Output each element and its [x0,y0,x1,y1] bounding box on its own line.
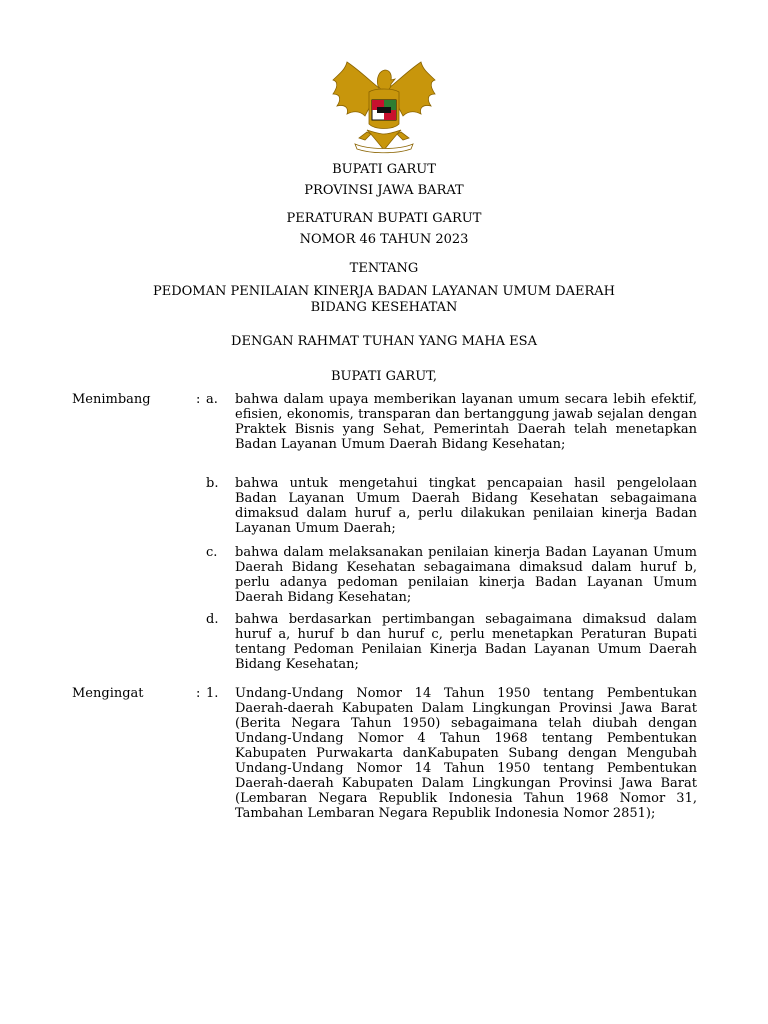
menimbang-item-d-text: bahwa berdasarkan pertimbangan sebagaimana dimaksud dalam huruf a, huruf b dan huruf c, perlu menetapkan Peraturan Bupati tentang Pedoman Penilaian Kinerja Badan Layanan Umum Daerah Bidang Kesehatan; [235,612,697,672]
menimbang-item-c-mark: c. [206,545,218,560]
mengingat-colon: : [196,686,201,701]
menimbang-item-a-text: bahwa dalam upaya memberikan layanan umum secara lebih efektif, efisien, ekonomis, transparan dan bertanggung jawab sejalan dengan Praktek Bisnis yang Sehat, Pemerintah Daerah telah menetapkan Badan Layanan Umum Daerah Bidang Kesehatan; [235,392,697,452]
regulation-number: NOMOR 46 TAHUN 2023 [299,232,469,247]
menimbang-item-c-text: bahwa dalam melaksanakan penilaian kinerja Badan Layanan Umum Daerah Bidang Kesehatan sebagaimana dimaksud dalam huruf b, perlu adanya pedoman penilaian kinerja Badan Layanan Umum Daerah Bidang Kesehatan; [235,545,697,605]
garuda-pancasila-emblem-icon [329,58,439,154]
regulation-subject-line2: BIDANG KESEHATAN [310,300,458,315]
header-province: PROVINSI JAWA BARAT [304,183,464,198]
menimbang-item-a-mark: a. [206,392,218,407]
mengingat-item-1-mark: 1. [206,686,219,701]
regulation-title: PERATURAN BUPATI GARUT [286,211,482,226]
menimbang-label: Menimbang [72,392,151,407]
menimbang-item-b-text: bahwa untuk mengetahui tingkat pencapaian hasil pengelolaan Badan Layanan Umum Daerah Bidang Kesehatan sebagaimana dimaksud dalam huruf a, perlu dilakukan penilaian kinerja Badan Layanan Umum Daerah; [235,476,697,536]
menimbang-colon: : [196,392,201,407]
mengingat-label: Mengingat [72,686,144,701]
regulation-subject-line1: PEDOMAN PENILAIAN KINERJA BADAN LAYANAN UMUM DAERAH [152,284,616,299]
header-regent-title: BUPATI GARUT [332,162,436,177]
mengingat-item-1-text: Undang-Undang Nomor 14 Tahun 1950 tentang Pembentukan Daerah-daerah Kabupaten Dalam Lingkungan Provinsi Jawa Barat (Berita Negara Tahun 1950) sebagaimana telah diubah dengan Undang-Undang Nomor 4 Tahun 1968 tentang Pembentukan Kabupaten Purwakarta danKabupaten Subang dengan Mengubah Undang-Undang Nomor 14 Tahun 1950 tentang Pembentukan Daerah-daerah Kabupaten Dalam Lingkungan Provinsi Jawa Barat (Lembaran Negara Republik Indonesia Tahun 1968 Nomor 31, Tambahan Lembaran Negara Republik Indonesia Nomor 2851); [235,686,697,821]
about-label: TENTANG [349,261,419,276]
menimbang-item-b-mark: b. [206,476,219,491]
regent-salutation: BUPATI GARUT, [330,369,438,384]
menimbang-item-d-mark: d. [206,612,219,627]
preamble-invocation: DENGAN RAHMAT TUHAN YANG MAHA ESA [231,334,537,349]
